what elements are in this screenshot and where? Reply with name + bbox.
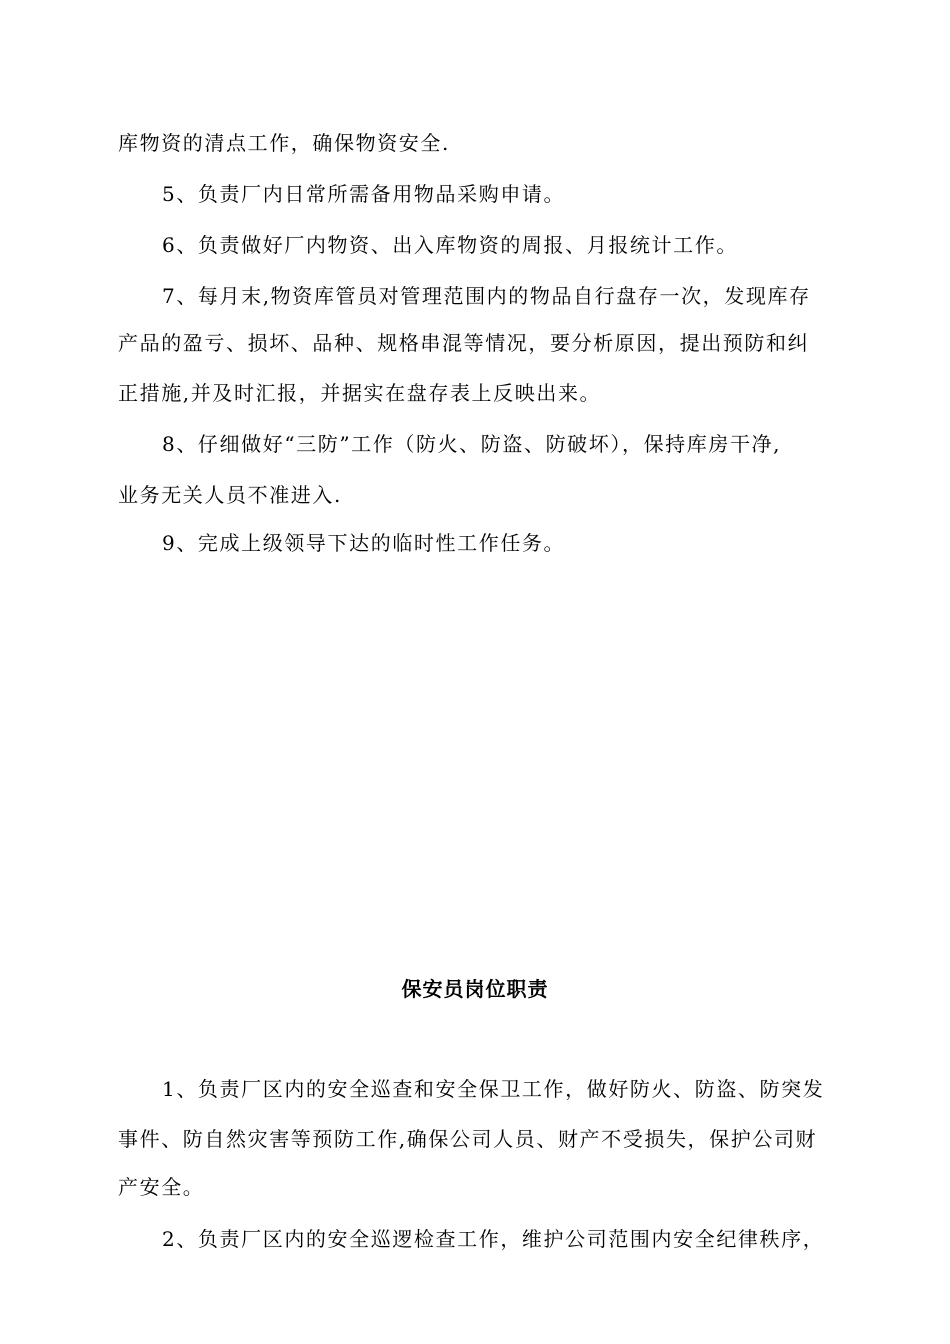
paragraph-line: 5、负责厂内日常所需备用物品采购申请。 bbox=[162, 182, 566, 206]
paragraph-line: 产安全。 bbox=[118, 1175, 205, 1199]
paragraph-line: 8、仔细做好“三防”工作（防火、防盗、防破坏），保持库房干净, bbox=[162, 432, 782, 456]
paragraph-line: 库物资的清点工作，确保物资安全. bbox=[118, 131, 450, 155]
paragraph-line: 事件、防自然灾害等预防工作,确保公司人员、财产不受损失，保护公司财 bbox=[118, 1127, 818, 1151]
paragraph-line: 9、完成上级领导下达的临时性工作任务。 bbox=[162, 531, 566, 555]
paragraph-line: 1、负责厂区内的安全巡查和安全保卫工作，做好防火、防盗、防突发 bbox=[162, 1077, 825, 1101]
paragraph-line: 7、每月末,物资库管员对管理范围内的物品自行盘存一次，发现库存 bbox=[162, 284, 811, 308]
paragraph-line: 2、负责厂区内的安全巡逻检查工作，维护公司范围内安全纪律秩序， bbox=[162, 1227, 825, 1251]
paragraph-line: 业务无关人员不准进入. bbox=[118, 483, 342, 507]
section-title: 保安员岗位职责 bbox=[401, 977, 549, 1001]
paragraph-line: 正措施,并及时汇报，并据实在盘存表上反映出来。 bbox=[118, 381, 602, 405]
paragraph-line: 产品的盈亏、损坏、品种、规格串混等情况，要分析原因，提出预防和纠 bbox=[118, 331, 810, 355]
paragraph-line: 6、负责做好厂内物资、出入库物资的周报、月报统计工作。 bbox=[162, 233, 738, 257]
